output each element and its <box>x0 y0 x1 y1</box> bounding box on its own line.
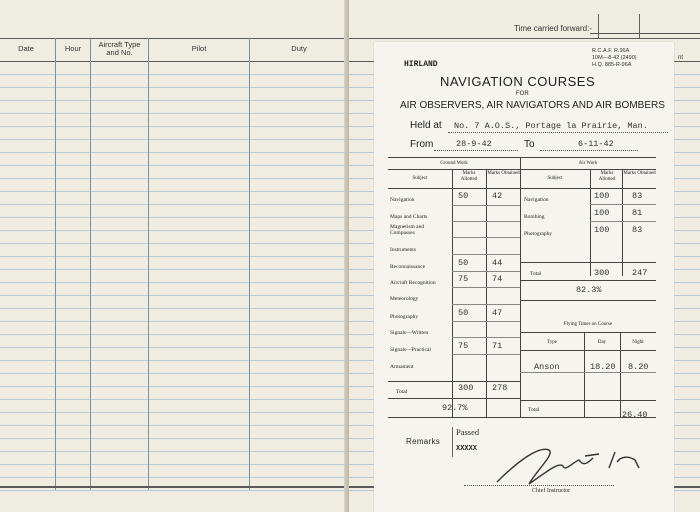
gw-allotted: 75 <box>458 274 469 284</box>
aw-subject: Photography <box>524 231 553 237</box>
header-pilot: Pilot <box>191 44 207 53</box>
ground-work-title: Ground Work <box>440 161 468 166</box>
aw-total-allotted: 300 <box>594 268 610 278</box>
row-rule <box>452 271 520 272</box>
ft-night-header: Night <box>632 340 644 345</box>
gw-subject: Magnetism and Compasses <box>390 224 425 236</box>
time-carried-forward: Time carried forward:- <box>514 24 592 33</box>
from-line <box>434 150 518 151</box>
gw-obtained: 44 <box>492 258 503 268</box>
row-rule <box>520 350 656 351</box>
ft-type: Anson <box>534 362 560 372</box>
from-label: From <box>410 139 434 150</box>
row-rule <box>388 381 520 382</box>
gw-total-allotted: 300 <box>458 383 474 393</box>
to-label: To <box>524 139 535 150</box>
row-rule <box>452 237 520 238</box>
row-rule <box>520 400 656 401</box>
row-rule <box>452 354 520 355</box>
aw-subject: Bombing <box>524 214 545 220</box>
signature-graphic <box>489 440 669 490</box>
header-date: Date <box>18 44 34 53</box>
aw-allotted: 100 <box>594 208 610 218</box>
aw-obtained: 83 <box>632 225 643 235</box>
form-title: NAVIGATION COURSES <box>440 74 596 89</box>
for-label: FOR <box>516 91 529 97</box>
ruled-lines <box>0 62 348 492</box>
table-rule <box>388 169 656 170</box>
row-rule <box>452 254 520 255</box>
hq-code: H.Q. 885-R-96A <box>592 62 632 68</box>
ft-type-header: Type <box>547 340 557 345</box>
gw-allotted: 75 <box>458 341 469 351</box>
gw-subject: Armament <box>390 364 414 370</box>
print-code: 10M—8-42 (2490) <box>592 55 637 61</box>
aw-obtained: 83 <box>632 191 643 201</box>
table-divider <box>452 169 453 417</box>
ft-night: 8.20 <box>628 362 649 372</box>
row-rule <box>452 221 520 222</box>
gw-allotted: 50 <box>458 258 469 268</box>
gw-obtained: 74 <box>492 274 503 284</box>
ft-day: 18.20 <box>590 362 616 372</box>
gw-subject: Signals—Practical <box>390 347 431 353</box>
gw-obtained: 71 <box>492 341 503 351</box>
flying-times-title: Flying Times on Course <box>563 322 613 327</box>
signature-label: Chief Instructor <box>532 488 571 494</box>
gw-total-label: Total <box>396 389 408 395</box>
row-rule <box>520 262 656 263</box>
signature-line <box>464 485 614 486</box>
form-code: R.C.A.F. R.96A <box>592 48 630 54</box>
gw-total-obtained: 278 <box>492 383 508 393</box>
row-rule <box>388 398 520 399</box>
remarks-bracket <box>452 427 453 457</box>
aw-total-label: Total <box>530 271 542 277</box>
student-name: HIRLAND <box>404 60 438 69</box>
held-at-label: Held at <box>410 120 442 131</box>
table-bottom <box>388 417 656 418</box>
row-rule <box>520 300 656 301</box>
held-at-line <box>448 132 668 133</box>
course-report-form <box>374 42 674 512</box>
gw-obtained: 47 <box>492 308 503 318</box>
aw-total-obtained: 247 <box>632 268 648 278</box>
gw-subject-header: Subject <box>412 176 428 181</box>
aw-allotted: 100 <box>594 191 610 201</box>
header-duty: Duty <box>291 44 307 53</box>
to-line <box>540 150 638 151</box>
gw-subject: Aircraft Recognition <box>390 280 436 286</box>
carried-underline <box>590 33 700 34</box>
gw-subject: Maps and Charts <box>390 214 428 220</box>
ft-total-label: Total <box>528 407 540 413</box>
ft-day-header: Day <box>597 340 607 345</box>
aw-percent: 82.3% <box>576 285 602 295</box>
table-divider <box>622 169 623 276</box>
row-rule <box>452 287 520 288</box>
row-rule <box>520 372 656 373</box>
aw-allotted: 100 <box>594 225 610 235</box>
aw-obtained-header: Marks Obtained <box>623 171 656 176</box>
edge-text: nt <box>678 55 684 61</box>
bottom-rule <box>0 486 348 488</box>
aw-obtained: 81 <box>632 208 643 218</box>
gw-subject: Instruments <box>390 247 416 253</box>
gw-allotted-header: Marks Allotted <box>460 171 478 182</box>
column-divider <box>90 38 91 490</box>
row-rule <box>452 205 520 206</box>
held-at-value: No. 7 A.O.S., Portage la Prairie, Man. <box>454 121 648 131</box>
from-value: 28-9-42 <box>456 139 492 149</box>
row-rule <box>520 332 656 333</box>
carried-box <box>598 14 640 38</box>
gw-subject: Signals—Written <box>390 330 429 336</box>
header-aircraft: Aircraft Type and No. <box>98 40 141 57</box>
gw-obtained: 42 <box>492 191 503 201</box>
gw-subject: Photography <box>390 314 419 320</box>
left-page <box>0 0 348 512</box>
form-subtitle: AIR OBSERVERS, AIR NAVIGATORS AND AIR BOMBERS <box>400 100 665 111</box>
gw-allotted: 50 <box>458 308 469 318</box>
table-top <box>388 157 656 158</box>
remarks-label: Remarks <box>406 437 441 446</box>
header-hour: Hour <box>64 44 82 53</box>
aw-subject-header: Subject <box>547 176 563 181</box>
table-rule <box>388 188 656 189</box>
row-rule <box>590 204 656 205</box>
row-rule <box>520 280 656 281</box>
to-value: 6-11-42 <box>578 139 614 149</box>
gw-subject: Reconnaissance <box>390 264 426 270</box>
table-divider <box>590 169 591 276</box>
table-divider <box>520 157 521 417</box>
gw-subject: Navigation <box>390 197 415 203</box>
row-rule <box>452 304 520 305</box>
gw-subject: Meteorology <box>390 296 419 302</box>
column-divider <box>249 38 250 490</box>
aw-subject: Navigation <box>524 197 549 203</box>
column-divider <box>148 38 149 490</box>
ruled-lines <box>674 62 700 492</box>
remarks-value: Passed <box>456 427 480 437</box>
aw-allotted-header: Marks Allotted <box>598 171 616 182</box>
ft-total-value: 26.40 <box>622 410 648 420</box>
remarks-struck: XXXXX <box>456 445 478 453</box>
row-rule <box>452 337 520 338</box>
air-work-title: Air Work <box>578 161 598 166</box>
gw-obtained-header: Marks Obtained <box>487 171 520 176</box>
gw-percent: 92.7% <box>442 403 468 413</box>
gw-allotted: 50 <box>458 191 469 201</box>
row-rule <box>452 321 520 322</box>
row-rule <box>590 221 656 222</box>
column-divider <box>55 38 56 490</box>
table-divider <box>486 169 487 417</box>
